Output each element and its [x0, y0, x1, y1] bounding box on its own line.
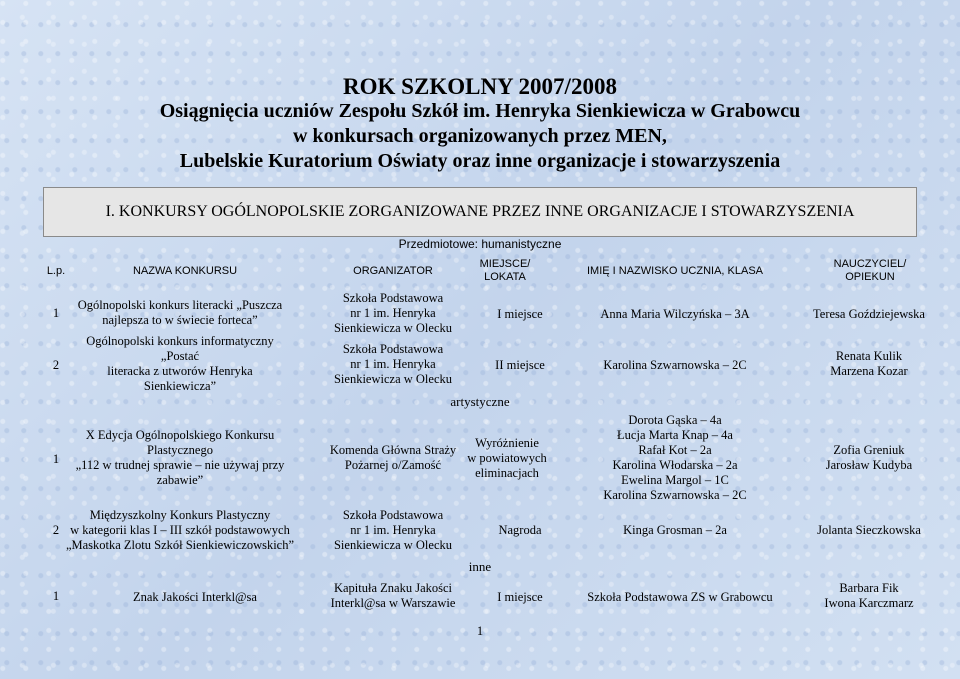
document-title-year: ROK SZKOLNY 2007/2008 [343, 74, 617, 99]
row-number: 1 [52, 588, 60, 603]
competition-name: X Edycja Ogólnopolskiego Konkursu Plastycznego „112 w trudnej sprawie – nie używaj przy zabawie” [75, 428, 285, 487]
teacher: Teresa Goździejewska [813, 306, 925, 321]
place: I miejsce [497, 589, 543, 604]
column-header-name: NAZWA KONKURSU [132, 264, 238, 277]
student: Anna Maria Wilczyńska – 3A [600, 306, 750, 321]
organizer: Kapituła Znaku Jakości Interkl@sa w Warszawie [330, 581, 456, 610]
organizer: Komenda Główna Straży Pożarnej o/Zamość [329, 443, 457, 472]
organizer: Szkoła Podstawowa nr 1 im. Henryka Sienkiewicza w Olecku [333, 342, 452, 386]
page-number: 1 [476, 623, 484, 638]
student: Szkoła Podstawowa ZS w Grabowcu [587, 589, 773, 604]
student: Kinga Grosman – 2a [623, 522, 727, 537]
teacher: Zofia Greniuk Jarosław Kudyba [825, 443, 913, 472]
place: Wyróżnienie w powiatowych eliminacjach [467, 436, 547, 480]
column-header-student: IMIĘ I NAZWISKO UCZNIA, KLASA [586, 264, 764, 277]
column-header-lp: L.p. [46, 264, 66, 277]
student: Dorota Gąska – 4a Łucja Marta Knap – 4a Rafał Kot – 2a Karolina Włodarska – 2a Ewelina Margol – 1C Karolina Szwarnowska – 2C [603, 413, 747, 502]
document-title-organizations: Lubelskie Kuratorium Oświaty oraz inne organizacje i stowarzyszenia [179, 150, 781, 172]
document-title-school: Osiągnięcia uczniów Zespołu Szkół im. Henryka Sienkiewicza w Grabowcu [159, 100, 801, 122]
place: Nagroda [498, 522, 542, 537]
competition-name: Międzyszkolny Konkurs Plastyczny w kategorii klas I – III szkół podstawowych „Maskotka Zlotu Szkół Sienkiewiczowskich” [65, 508, 295, 552]
column-header-teacher: NAUCZYCIEL/ OPIEKUN [833, 258, 907, 283]
teacher: Jolanta Sieczkowska [817, 522, 921, 537]
teacher: Renata Kulik Marzena Kozar [830, 349, 908, 378]
section-heading: I. KONKURSY OGÓLNOPOLSKIE ZORGANIZOWANE PRZEZ INNE ORGANIZACJE I STOWARZYSZENIA [43, 187, 917, 237]
competition-name: Ogólnopolski konkurs informatyczny „Postać literacka z utworów Henryka Sienkiewicza” [86, 334, 274, 393]
student: Karolina Szwarnowska – 2C [603, 357, 747, 372]
group-label-other: inne [468, 559, 492, 574]
place: II miejsce [495, 357, 545, 372]
teacher: Barbara Fik Iwona Karczmarz [824, 581, 914, 610]
place: I miejsce [497, 306, 543, 321]
organizer: Szkoła Podstawowa nr 1 im. Henryka Sienkiewicza w Olecku [333, 508, 452, 552]
row-number: 1 [52, 451, 60, 466]
document-title-organizers: w konkursach organizowanych przez MEN, [293, 125, 667, 147]
row-number: 2 [52, 357, 60, 372]
group-label-humanities: Przedmiotowe: humanistyczne [398, 237, 562, 251]
row-number: 1 [52, 305, 60, 320]
competition-name: Ogólnopolski konkurs literacki „Puszcza najlepsza to w świecie forteca” [77, 298, 283, 327]
row-number: 2 [52, 522, 60, 537]
group-label-arts: artystyczne [450, 394, 510, 409]
organizer: Szkoła Podstawowa nr 1 im. Henryka Sienkiewicza w Olecku [333, 291, 452, 335]
column-header-place: MIEJSCE/ LOKATA [479, 258, 531, 283]
competition-name: Znak Jakości Interkl@sa [133, 589, 257, 604]
column-header-organizer: ORGANIZATOR [353, 264, 433, 277]
